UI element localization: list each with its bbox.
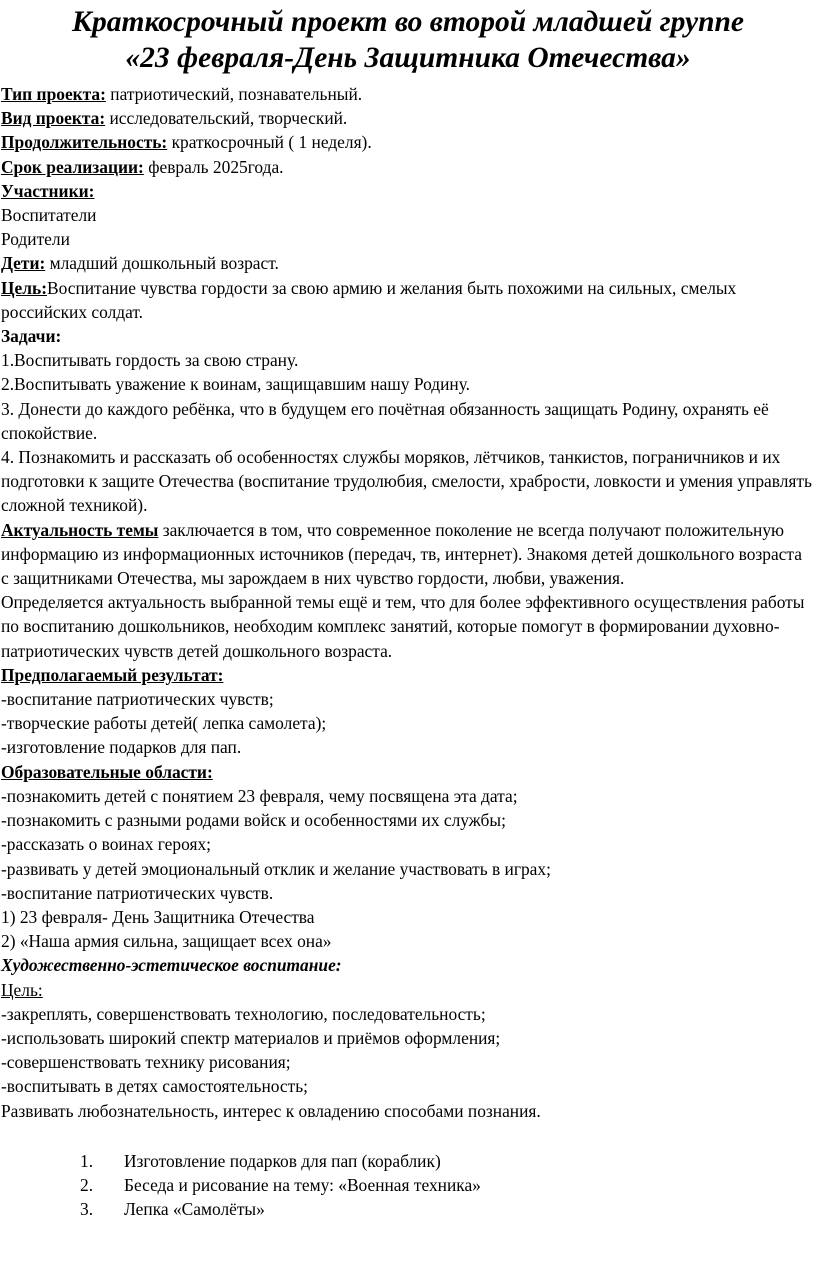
result-item: -творческие работы детей( лепка самолета); bbox=[1, 713, 327, 734]
relevance-text: заключается в том, что современное поколение не всегда получают положительную информацию из информационных источников (передач, тв, интернет). Знакомя детей дошкольного возраста с защитниками Отечества, мы зарождаем в них чувство гордости, любви, уважения. bbox=[1, 519, 802, 589]
plan-item-number: 2. bbox=[80, 1174, 94, 1195]
children-value: младший дошкольный возраст. bbox=[45, 253, 279, 274]
relevance-paragraph-2: Определяется актуальность выбранной темы ещё и тем, что для более эффективного осуществления работы по воспитанию дошкольников, необходим комплекс занятий, которые помогут в формировании духовно-патриотических чувств детей дошкольного возраста. bbox=[1, 592, 805, 661]
area-item: -воспитание патриотических чувств. bbox=[1, 882, 274, 903]
project-kind-value: исследовательский, творческий. bbox=[105, 108, 348, 129]
project-type-row bbox=[1, 82, 816, 106]
art-item: -закреплять, совершенствовать технологию, последовательность; bbox=[1, 1003, 486, 1024]
result-item: -изготовление подарков для пап. bbox=[1, 737, 242, 758]
task-item: 4. Познакомить и рассказать об особенностях службы моряков, лётчиков, танкистов, пограничников и их подготовки к защите Отечества (воспитание трудолюбия, смелости, храбрости, ловкости и умения управлять сложной техникой). bbox=[1, 447, 812, 516]
area-item: -познакомить детей с понятием 23 февраля, чему посвящена эта дата; bbox=[1, 785, 518, 806]
task-item: 1.Воспитывать гордость за свою страну. bbox=[1, 350, 299, 371]
area-item: 2) «Наша армия сильна, защищает всех она» bbox=[1, 931, 332, 952]
art-heading: Художественно-эстетическое воспитание: bbox=[1, 955, 342, 976]
result-label: Предполагаемый результат: bbox=[1, 664, 224, 685]
children-label: Дети: bbox=[1, 253, 46, 274]
area-item: -развивать у детей эмоциональный отклик и желание участвовать в играх; bbox=[1, 858, 551, 879]
title-line-1: Краткосрочный проект во второй младшей группе bbox=[72, 6, 744, 38]
project-type-label: Тип проекта: bbox=[1, 84, 106, 104]
plan-list-item bbox=[1, 1197, 816, 1221]
project-duration-value: краткосрочный ( 1 неделя). bbox=[167, 132, 372, 153]
art-item: -использовать широкий спектр материалов и приёмов оформления; bbox=[1, 1027, 501, 1048]
goal-paragraph bbox=[1, 276, 816, 324]
project-term-row bbox=[1, 155, 816, 179]
plan-item-text: Лепка «Самолёты» bbox=[124, 1199, 265, 1220]
plan-list-item bbox=[1, 1173, 816, 1197]
project-term-label: Срок реализации: bbox=[1, 156, 144, 177]
plan-item-text: Изготовление подарков для пап (кораблик) bbox=[124, 1150, 441, 1171]
art-item: -воспитывать в детях самостоятельность; bbox=[1, 1076, 308, 1097]
plan-item-number: 3. bbox=[80, 1199, 94, 1220]
document-title bbox=[0, 0, 816, 76]
project-duration-label: Продолжительность: bbox=[1, 132, 168, 153]
areas-label: Образовательные области: bbox=[1, 761, 213, 782]
plan-item-number: 1. bbox=[80, 1150, 94, 1171]
title-line-2: «23 февраля-День Защитника Отечества» bbox=[125, 42, 691, 74]
document-body bbox=[0, 76, 816, 1221]
task-item: 2.Воспитывать уважение к воинам, защищавшим нашу Родину. bbox=[1, 374, 471, 395]
art-item: -совершенствовать технику рисования; bbox=[1, 1052, 291, 1073]
project-duration-row bbox=[1, 130, 816, 154]
art-goal-label: Цель: bbox=[1, 979, 43, 1000]
area-item: -познакомить с разными родами войск и особенностями их службы; bbox=[1, 810, 506, 831]
participant-item: Воспитатели bbox=[1, 205, 97, 226]
area-item: 1) 23 февраля- День Защитника Отечества bbox=[1, 906, 315, 927]
plan-list-item bbox=[1, 1149, 816, 1173]
area-item: -рассказать о воинах героях; bbox=[1, 834, 211, 855]
children-row bbox=[1, 251, 816, 275]
spacer bbox=[1, 1123, 816, 1149]
relevance-label: Актуальность темы bbox=[1, 519, 159, 540]
result-item: -воспитание патриотических чувств; bbox=[1, 689, 274, 710]
plan-list bbox=[1, 1149, 816, 1222]
task-item: 3. Донести до каждого ребёнка, что в будущем его почётная обязанность защищать Родину, охранять её спокойствие. bbox=[1, 398, 769, 443]
project-type-value: патриотический, познавательный. bbox=[105, 84, 363, 104]
project-term-value: февраль 2025года. bbox=[143, 156, 284, 177]
goal-text: Воспитание чувства гордости за свою армию и желания быть похожими на сильных, смелых российских солдат. bbox=[1, 277, 737, 322]
goal-label: Цель: bbox=[1, 277, 47, 298]
plan-item-text: Беседа и рисование на тему: «Военная техника» bbox=[124, 1174, 481, 1195]
relevance-paragraph bbox=[1, 518, 816, 591]
participant-item: Родители bbox=[1, 229, 70, 250]
project-kind-label: Вид проекта: bbox=[1, 108, 106, 129]
tasks-label: Задачи: bbox=[1, 326, 62, 347]
participants-label: Участники: bbox=[1, 180, 95, 201]
project-kind-row bbox=[1, 106, 816, 130]
art-item: Развивать любознательность, интерес к овладению способами познания. bbox=[1, 1100, 541, 1121]
